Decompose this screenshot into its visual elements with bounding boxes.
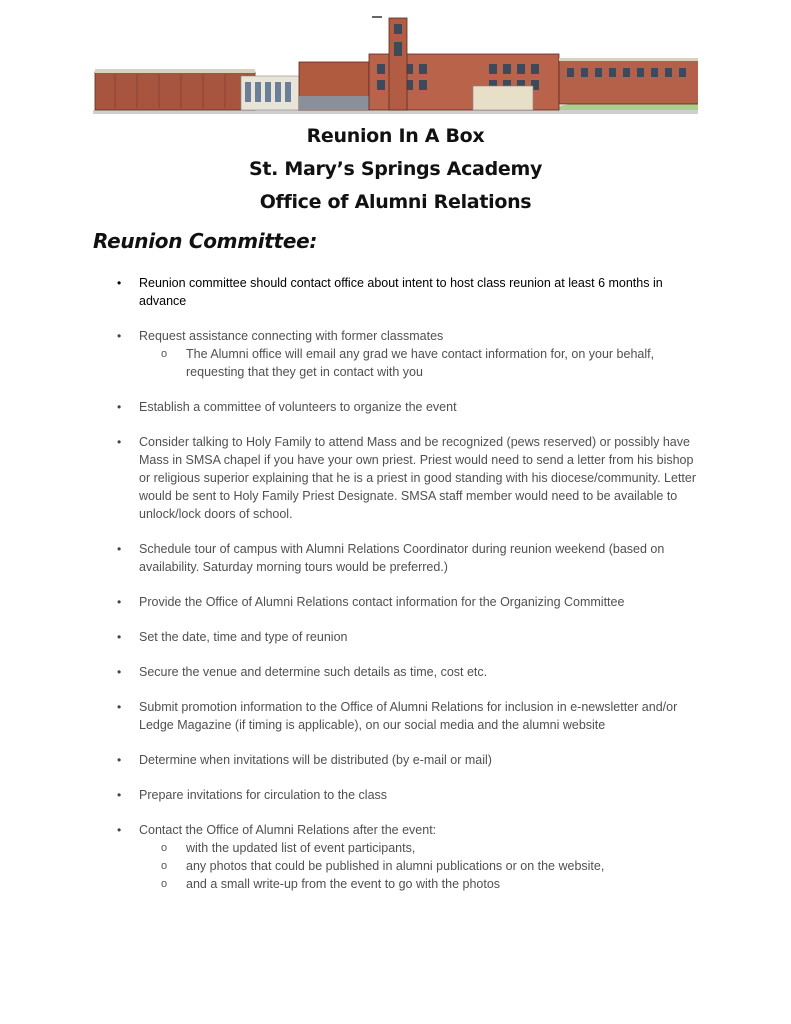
- list-item-text: Contact the Office of Alumni Relations after the event:: [139, 823, 437, 837]
- bullet-icon: •: [117, 400, 122, 414]
- bullet-icon: •: [117, 753, 122, 767]
- bullet-icon: •: [117, 595, 122, 609]
- list-item-text: Secure the venue and determine such details as time, cost etc.: [139, 665, 488, 679]
- bullet-icon: •: [117, 630, 122, 644]
- sub-list-item: [139, 839, 696, 857]
- section-heading: Reunion Committee:: [93, 229, 318, 253]
- sub-bullet-icon: o: [161, 842, 168, 854]
- sub-list-item-text: any photos that could be published in alumni publications or on the website,: [186, 859, 605, 873]
- list-item-text: Request assistance connecting with former classmates: [139, 329, 444, 343]
- list-item: [0, 786, 699, 804]
- document-title-block: [0, 120, 791, 219]
- list-item-text: Schedule tour of campus with Alumni Relations Coordinator during reunion weekend (based on availability. Saturday morning tours would be preferred.): [139, 542, 665, 574]
- list-item: [0, 327, 699, 381]
- bullet-icon: •: [117, 542, 122, 556]
- sub-list-item-text: and a small write-up from the event to go with the photos: [186, 877, 501, 891]
- list-item: [0, 398, 699, 416]
- school-building-illustration: [93, 14, 698, 114]
- sub-list-item: [139, 875, 696, 893]
- list-item-text: Set the date, time and type of reunion: [139, 630, 348, 644]
- title-reunion-in-a-box: Reunion In A Box: [306, 125, 485, 147]
- list-item-text: Submit promotion information to the Office of Alumni Relations for inclusion in e-newsletter and/or Ledge Magazine (if timing is applicable), on our social media and the alumni website: [139, 700, 678, 732]
- bullet-icon: •: [117, 435, 122, 449]
- list-item: [0, 698, 699, 734]
- list-item-text: Determine when invitations will be distributed (by e-mail or mail): [139, 753, 492, 767]
- title-school-name: St. Mary’s Springs Academy: [248, 158, 543, 180]
- list-item: [0, 628, 699, 646]
- bullet-icon: •: [117, 276, 122, 290]
- sub-list-item: [139, 345, 696, 381]
- list-item-text: Prepare invitations for circulation to the class: [139, 788, 388, 802]
- bullet-icon: •: [117, 700, 122, 714]
- list-item-text: Provide the Office of Alumni Relations contact information for the Organizing Committee: [139, 595, 625, 609]
- list-item: [0, 751, 699, 769]
- bullet-icon: •: [117, 823, 122, 837]
- sub-list-item-text: The Alumni office will email any grad we have contact information for, on your behalf, requesting that they get in contact with you: [186, 347, 655, 379]
- list-item: [0, 593, 699, 611]
- sub-list-item-text: with the updated list of event participants,: [186, 841, 416, 855]
- sub-list-item: [139, 857, 696, 875]
- sub-bullet-icon: o: [161, 860, 168, 872]
- list-item: [0, 663, 699, 681]
- list-item: [0, 821, 699, 893]
- list-item-text: Reunion committee should contact office about intent to host class reunion at least 6 months in advance: [139, 276, 663, 308]
- sub-bullet-icon: o: [161, 878, 168, 890]
- list-item: [0, 433, 699, 523]
- title-office-name: Office of Alumni Relations: [259, 191, 532, 213]
- list-item: [0, 274, 699, 310]
- sub-bullet-icon: o: [161, 348, 168, 360]
- bullet-icon: •: [117, 665, 122, 679]
- list-item: [0, 540, 699, 576]
- list-item-text: Consider talking to Holy Family to attend Mass and be recognized (pews reserved) or possibly have Mass in SMSA chapel if you have your own priest. Priest would need to send a letter from his bishop or religious superior explaining that he is a priest in good standing with his diocese/community. Letter would be sent to Holy Family Priest Designate. SMSA staff member would need to be available to unlock/lock doors of school.: [139, 435, 697, 521]
- checklist: [0, 274, 791, 910]
- bullet-icon: •: [117, 788, 122, 802]
- bullet-icon: •: [117, 329, 122, 343]
- list-item-text: Establish a committee of volunteers to organize the event: [139, 400, 457, 414]
